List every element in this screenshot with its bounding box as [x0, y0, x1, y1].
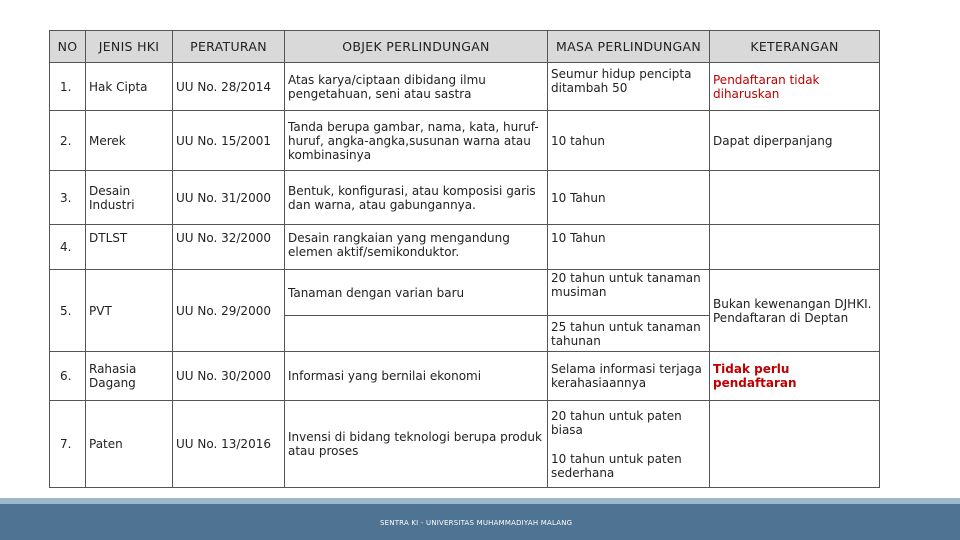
table-row	[50, 63, 880, 111]
cell-objek: Atas karya/ciptaan dibidang ilmu pengetahuan, seni atau sastra	[285, 63, 548, 111]
header-peraturan: PERATURAN	[173, 31, 285, 63]
table-row	[50, 352, 880, 401]
cell-masa: 10 Tahun	[548, 171, 710, 225]
cell-jenis: Paten	[86, 401, 173, 488]
cell-jenis: Merek	[86, 111, 173, 171]
cell-no: 5.	[50, 270, 86, 352]
table-row	[50, 401, 880, 446]
header-keterangan: KETERANGAN	[710, 31, 880, 63]
cell-objek: Tanaman dengan varian baru	[285, 270, 548, 316]
cell-no: 3.	[50, 171, 86, 225]
footer-text: SENTRA KI - UNIVERSITAS MUHAMMADIYAH MALANG	[380, 519, 573, 527]
cell-objek: Tanda berupa gambar, nama, kata, huruf-huruf, angka-angka,susunan warna atau kombinasinya	[285, 111, 548, 171]
cell-objek: Bentuk, konfigurasi, atau komposisi garis dan warna, atau gabungannya.	[285, 171, 548, 225]
table-row	[50, 270, 880, 316]
cell-peraturan: UU No. 30/2000	[173, 352, 285, 401]
header-row	[50, 31, 880, 63]
cell-no: 7.	[50, 401, 86, 488]
cell-objek: Invensi di bidang teknologi berupa produk atau proses	[285, 401, 548, 488]
cell-no: 4.	[50, 225, 86, 270]
header-jenis: JENIS HKI	[86, 31, 173, 63]
cell-peraturan: UU No. 32/2000	[173, 225, 285, 270]
cell-jenis: Hak Cipta	[86, 63, 173, 111]
cell-peraturan: UU No. 29/2000	[173, 270, 285, 352]
cell-jenis: PVT	[86, 270, 173, 352]
cell-keterangan: Bukan kewenangan DJHKI. Pendaftaran di Deptan	[710, 270, 880, 352]
cell-peraturan: UU No. 31/2000	[173, 171, 285, 225]
cell-masa-b: 25 tahun untuk tanaman tahunan	[548, 316, 710, 352]
cell-masa-a: 20 tahun untuk paten biasa	[548, 401, 710, 446]
cell-masa: Selama informasi terjaga kerahasiaannya	[548, 352, 710, 401]
cell-masa: 10 Tahun	[548, 225, 710, 270]
cell-jenis: DTLST	[86, 225, 173, 270]
cell-peraturan: UU No. 15/2001	[173, 111, 285, 171]
hki-table	[49, 30, 880, 488]
cell-keterangan: Tidak perlu pendaftaran	[710, 352, 880, 401]
cell-jenis: Desain Industri	[86, 171, 173, 225]
cell-keterangan	[710, 225, 880, 270]
cell-keterangan	[710, 171, 880, 225]
cell-keterangan: Dapat diperpanjang	[710, 111, 880, 171]
cell-masa: Seumur hidup pencipta ditambah 50	[548, 63, 710, 111]
cell-no: 6.	[50, 352, 86, 401]
cell-objek: Desain rangkaian yang mengandung elemen aktif/semikonduktor.	[285, 225, 548, 270]
cell-masa-a: 20 tahun untuk tanaman musiman	[548, 270, 710, 316]
table-row	[50, 225, 880, 270]
cell-peraturan: UU No. 28/2014	[173, 63, 285, 111]
cell-keterangan: Pendaftaran tidak diharuskan	[710, 63, 880, 111]
cell-masa: 10 tahun	[548, 111, 710, 171]
cell-peraturan: UU No. 13/2016	[173, 401, 285, 488]
header-objek: OBJEK PERLINDUNGAN	[285, 31, 548, 63]
cell-no: 1.	[50, 63, 86, 111]
cell-keterangan	[710, 401, 880, 488]
cell-jenis: Rahasia Dagang	[86, 352, 173, 401]
header-masa: MASA PERLINDUNGAN	[548, 31, 710, 63]
cell-objek: Informasi yang bernilai ekonomi	[285, 352, 548, 401]
cell-masa-b: 10 tahun untuk paten sederhana	[548, 446, 710, 488]
cell-objek-empty	[285, 316, 548, 352]
cell-no: 2.	[50, 111, 86, 171]
header-no: NO	[50, 31, 86, 63]
table-row	[50, 111, 880, 171]
table-row	[50, 171, 880, 225]
